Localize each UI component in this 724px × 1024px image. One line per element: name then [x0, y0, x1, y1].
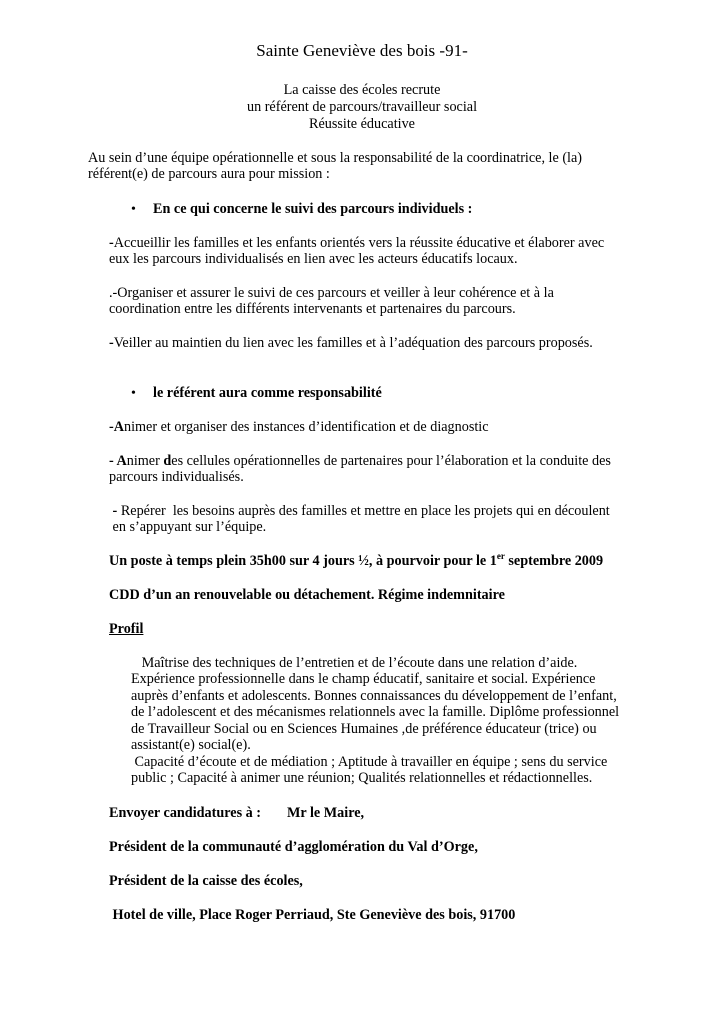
section2-heading: le référent aura comme responsabilité [153, 385, 382, 401]
recipient-mayor: Mr le Maire, [287, 805, 365, 821]
bullet-icon: • [131, 386, 136, 401]
document-title: Sainte Geneviève des bois -91- [256, 41, 468, 60]
section1-item-2-line-2: coordination entre les différents intervenants et partenaires du parcours. [109, 301, 516, 317]
profile-line-6: assistant(e) social(e). [131, 737, 251, 753]
profile-line-1: Maîtrise des techniques de l’entretien et de l’écoute dans une relation d’aide. [131, 655, 578, 671]
profile-line-3: auprès d’enfants et adolescents. Bonnes connaissances du développement de l’enfant, [131, 688, 617, 704]
intro-line-1: Au sein d’une équipe opérationnelle et sous la responsabilité de la coordinatrice, le (la) [88, 150, 583, 166]
subtitle-line-3: Réussite éducative [309, 116, 415, 132]
postal-address: Hotel de ville, Place Roger Perriaud, Ste Geneviève des bois, 91700 [109, 907, 516, 923]
section2-item-3-line-2: en s’appuyant sur l’équipe. [109, 519, 267, 535]
section1-item-1-line-1: -Accueillir les familles et les enfants orientés vers la réussite éducative et élaborer avec [109, 235, 605, 251]
section1-item-2-line-1: .-Organiser et assurer le suivi de ces parcours et veiller à leur cohérence et à la [109, 285, 554, 301]
section2-item-2-line-2: parcours individualisés. [109, 469, 244, 485]
profile-heading: Profil [109, 621, 144, 637]
subtitle-line-2: un référent de parcours/travailleur social [246, 99, 478, 115]
profile-line-2: Expérience professionnelle dans le champ éducatif, sanitaire et social. Expérience [131, 671, 596, 687]
section2-item-2-line-1: - Animer des cellules opérationnelles de partenaires pour l’élaboration et la conduite des [109, 453, 611, 469]
recipient-school-fund-president: Président de la caisse des écoles, [109, 873, 303, 889]
section1-item-1-line-2: eux les parcours individualisés en lien avec les acteurs éducatifs locaux. [109, 251, 518, 267]
contract-details: CDD d’un an renouvelable ou détachement. Régime indemnitaire [109, 587, 505, 603]
bullet-icon: • [131, 202, 136, 217]
profile-line-7: Capacité d’écoute et de médiation ; Aptitude à travailler en équipe ; sens du service [131, 754, 608, 770]
profile-line-5: de Travailleur Social ou en Sciences Humaines ,de préférence éducateur (trice) ou [131, 721, 597, 737]
post-details: Un poste à temps plein 35h00 sur 4 jours ½, à pourvoir pour le 1er septembre 2009 [109, 551, 604, 569]
recipient-agglomeration-president: Président de la communauté d’agglomération du Val d’Orge, [109, 839, 478, 855]
profile-line-8: public ; Capacité à animer une réunion; Qualités relationnelles et rédactionnelles. [131, 770, 593, 786]
subtitle-line-1: La caisse des écoles recrute [283, 82, 441, 98]
profile-line-4: de l’adolescent et des mécanismes relationnels avec la famille. Diplôme professionnel [131, 704, 620, 720]
section1-heading: En ce qui concerne le suivi des parcours individuels : [153, 201, 473, 217]
intro-line-2: référent(e) de parcours aura pour mission : [88, 166, 330, 182]
section1-item-3-line-1: -Veiller au maintien du lien avec les familles et à l’adéquation des parcours proposés. [109, 335, 593, 351]
section2-item-1: -Animer et organiser des instances d’identification et de diagnostic [109, 419, 489, 435]
send-applications-label: Envoyer candidatures à : [109, 805, 262, 821]
section2-item-3-line-1: - Repérer les besoins auprès des familles et mettre en place les projets qui en découlent [109, 503, 610, 519]
